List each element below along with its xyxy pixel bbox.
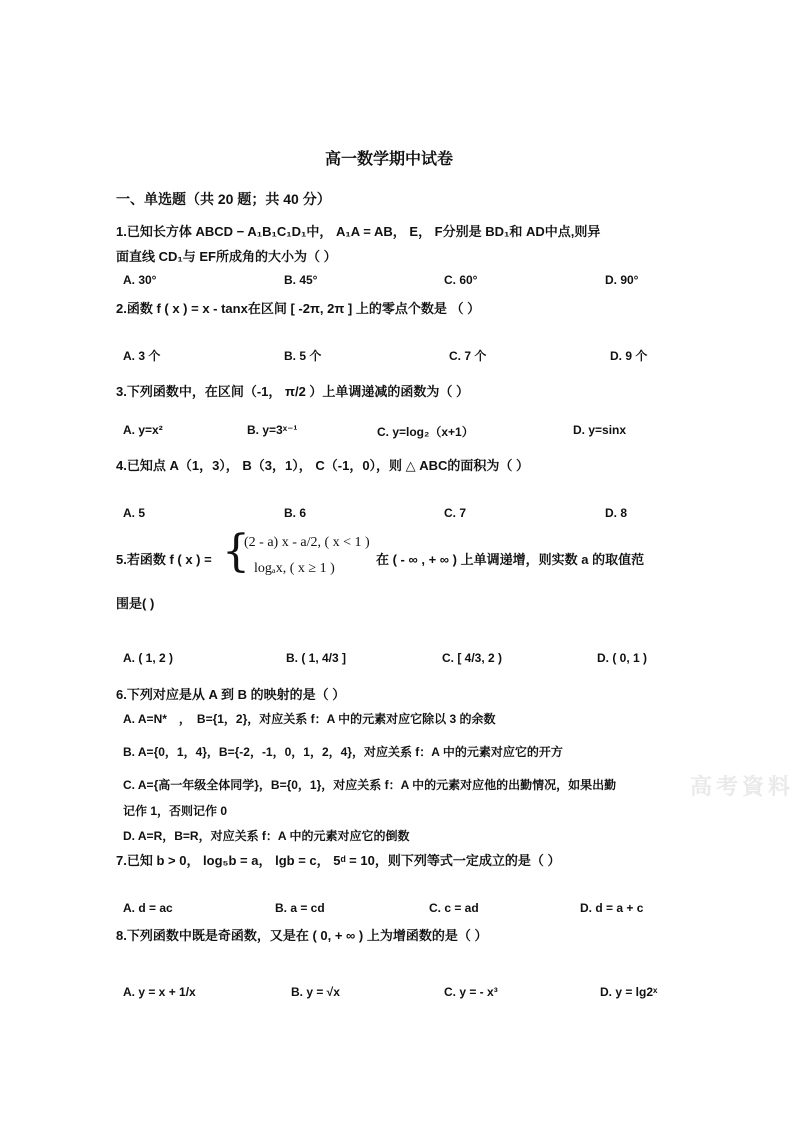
question-1-line-2: 面直线 CD₁与 EF所成角的大小为（ ）: [116, 249, 337, 264]
q8-option-a: A. y = x + 1/x: [123, 985, 196, 999]
q8-option-d: D. y = lg2ˣ: [600, 985, 658, 999]
question-4-line-1: 4.已知点 A（1，3）， B（3，1）， C（-1，0），则 △ ABC的面积为（ ）: [116, 458, 530, 473]
q5-option-c: C. [ 4/3, 2 ): [442, 651, 503, 665]
q4-option-c: C. 7: [444, 506, 467, 520]
question-5-line-1a: 5.若函数 f ( x ) =: [116, 552, 212, 567]
question-5-line-1b: 在 ( - ∞ , + ∞ ) 上单调递增，则实数 a 的取值范: [376, 552, 645, 567]
watermark: 高考資料: [690, 774, 794, 799]
question-7-line-1: 7.已知 b > 0， log₅b = a， lgb = c， 5ᵈ = 10，则下列等式一定成立的是（ ）: [116, 853, 561, 868]
piecewise-brace: {: [222, 526, 250, 577]
piecewise-case-2: logₐx, ( x ≥ 1 ): [254, 561, 335, 576]
q6-option-b: B. A={0，1，4}，B={-2，-1，0，1，2，4}，对应关系 f：A 中的元素对应它的开方: [123, 745, 563, 759]
question-2-line-1: 2.函数 f ( x ) = x - tanx在区间 [ -2π, 2π ] 上的零点个数是 （ ）: [116, 301, 481, 316]
q7-option-d: D. d = a + c: [580, 901, 644, 915]
q6-option-a: A. A=N* ， B={1，2}，对应关系 f：A 中的元素对应它除以 3 的余数: [123, 712, 496, 726]
q1-option-d: D. 90°: [605, 273, 639, 287]
q8-option-b: B. y = √x: [291, 985, 340, 999]
q4-option-a: A. 5: [123, 506, 146, 520]
q2-option-b: B. 5 个: [284, 349, 322, 363]
question-8-line-1: 8.下列函数中既是奇函数，又是在 ( 0, + ∞ ) 上为增函数的是（ ）: [116, 928, 488, 943]
q3-option-d: D. y=sinx: [573, 423, 627, 437]
q2-option-c: C. 7 个: [449, 349, 487, 363]
q3-option-a: A. y=x²: [123, 423, 163, 437]
q7-option-a: A. d = ac: [123, 901, 173, 915]
q5-option-d: D. ( 0, 1 ): [597, 651, 648, 665]
q6-option-c-cont: 记作 1，否则记作 0: [123, 804, 228, 818]
piecewise-case-1: (2 - a) x - a/2, ( x < 1 ): [244, 535, 370, 550]
q1-option-c: C. 60°: [444, 273, 478, 287]
question-6-line-1: 6.下列对应是从 A 到 B 的映射的是（ ）: [116, 687, 346, 702]
section-heading: 一、单选题（共 20 题；共 40 分）: [116, 191, 331, 207]
question-1-line-1: 1.已知长方体 ABCD − A₁B₁C₁D₁中， A₁A = AB， E， F分别是 BD₁和 AD中点,则异: [116, 224, 601, 239]
q7-option-b: B. a = cd: [275, 901, 325, 915]
question-5-line-2: 围是( ): [116, 596, 155, 611]
q6-option-d: D. A=R，B=R，对应关系 f：A 中的元素对应它的倒数: [123, 829, 410, 843]
q3-option-c: C. y=log₂（x+1）: [377, 425, 474, 439]
q1-option-a: A. 30°: [123, 273, 157, 287]
q2-option-d: D. 9 个: [610, 349, 648, 363]
q6-option-c: C. A={高一年级全体同学}，B={0，1}，对应关系 f：A 中的元素对应他的出勤情况，如果出勤: [123, 778, 617, 792]
q5-option-b: B. ( 1, 4/3 ]: [286, 651, 347, 665]
q3-option-b: B. y=3ˣ⁻¹: [247, 423, 298, 437]
q7-option-c: C. c = ad: [429, 901, 479, 915]
q4-option-b: B. 6: [284, 506, 307, 520]
q1-option-b: B. 45°: [284, 273, 318, 287]
q4-option-d: D. 8: [605, 506, 628, 520]
q2-option-a: A. 3 个: [123, 349, 161, 363]
page-title: 高一数学期中试卷: [325, 151, 454, 168]
q8-option-c: C. y = - x³: [444, 985, 498, 999]
question-3-line-1: 3.下列函数中，在区间（-1， π/2 ）上单调递减的函数为（ ）: [116, 384, 470, 399]
q5-option-a: A. ( 1, 2 ): [123, 651, 174, 665]
